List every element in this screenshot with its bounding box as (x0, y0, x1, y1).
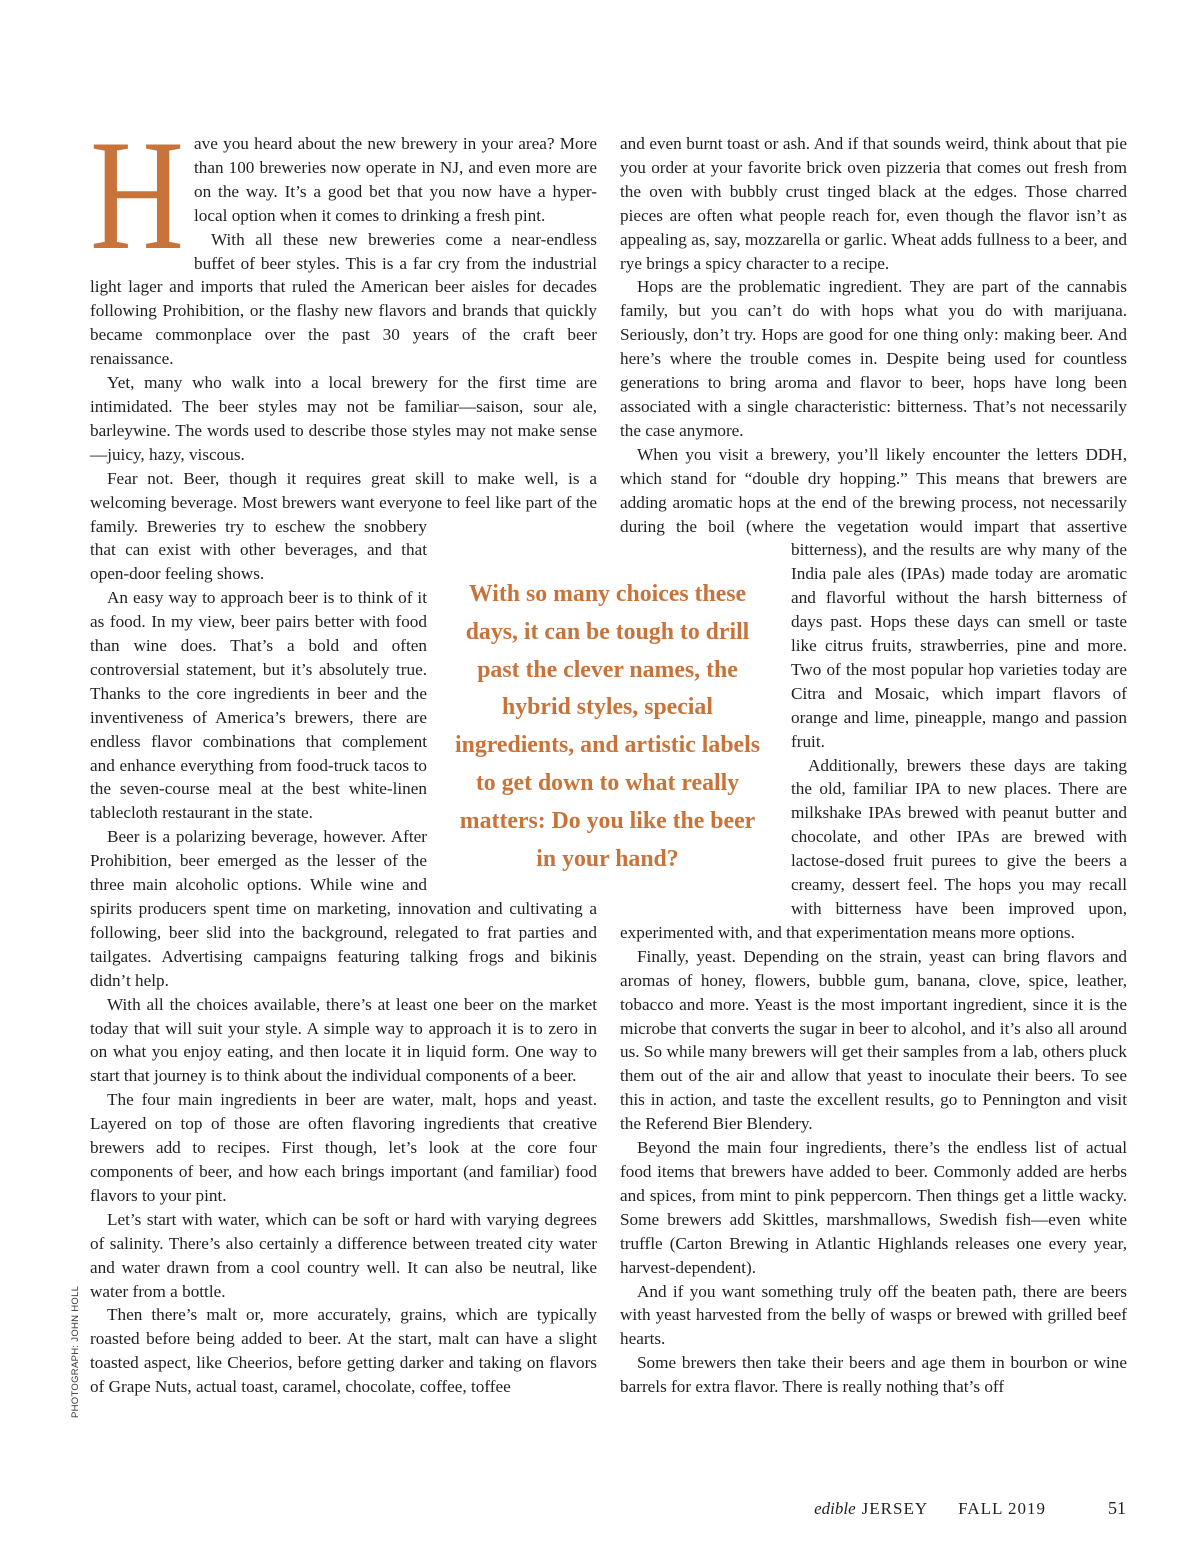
issue-label: FALL 2019 (958, 1499, 1046, 1518)
paragraph: With all these new breweries come a near-endless buffet of beer styles. This is a far cry from the industrial light lager and imports that ruled the American beer aisles for decades following Prohibition, or the flashy new flavors and brands that quickly became commonplace over the past 30 years of the craft beer renaissance. (90, 229, 597, 369)
paragraph: Let’s start with water, which can be soft or hard with varying degrees of salinity. There’s also certainly a difference between treated city water and water drawn from a cool country well. It can also be neutral, like water from a bottle. (90, 1209, 597, 1301)
paragraph: Finally, yeast. Depending on the strain, yeast can bring flavors and aromas of honey, flowers, bubble gum, banana, clove, spice, leather, tobacco and more. Yeast is the most important ingredient, since it is the microbe that converts the sugar in beer to alcohol, and it’s also all around us. So while many brewers will get their samples from a lab, others pluck them out of the air and allow that yeast to inoculate their beers. To see this in action, and taste the excellent results, go to Pennington and visit the Referend Bier Blendery. (620, 946, 1127, 1134)
paragraph: An easy way to approach beer is to think of it as food. In my view, beer pairs better with food than wine does. That’s a bold and often controversial statement, but it’s absolutely true. Thanks to the core ingredients in beer and the inventiveness of America’s brewers, there are endless flavor combinations that complement and enhance everything from food-truck tacos to the seven-course meal at the best white-linen tablecloth restaurant in the state. (90, 588, 427, 823)
paragraph: ave you heard about the new brewery in your area? More than 100 breweries now operate in NJ, and even more are on the way. It’s a good bet that you now have a hyper-local option when it comes to drinking a fresh pint. (194, 134, 597, 225)
paragraph: The four main ingredients in beer are water, malt, hops and yeast. Layered on top of those are often flavoring ingredients that creative brewers add to recipes. First though, let’s look at the core four components of beer, and how each brings important (and familiar) food flavors to your pint. (90, 1090, 597, 1205)
pull-quote: With so many choices these days, it can be tough to drill past the clever names, the hybrid styles, special ingredients, and artistic labels to get down to what really matters: Do you like the beer in your hand? (455, 581, 760, 872)
paragraph: Hops are the problematic ingredient. They are part of the cannabis family, but you can’t do with hops what you do with marijuana. Seriously, don’t try. Hops are good for one thing only: making beer. And here’s where the trouble comes in. Despite being used for countless generations to bring aroma and flavor to beer, hops have long been associated with a single characteristic: bitterness. That’s not necessarily the case anymore. (620, 277, 1127, 440)
paragraph: Fear not. Beer, though it requires great skill to make well, is a welcoming beverage. Most brewers want everyone to feel like part of the family. Breweries try to eschew the snobbery that can exist with other beverages, and that open-door feeling shows. (90, 468, 597, 584)
paragraph: Additionally, brewers these days are taking the old, familiar IPA to new places. There are milkshake IPAs brewed with peanut butter and chocolate, and other IPAs are brewed with lactose-dosed fruit purees to give the beers a creamy, dessert feel. The hops you may recall with bitterness have been improved upon, experimented with, and that experimentation means more options. (620, 755, 1127, 942)
page-number: 51 (1108, 1498, 1126, 1518)
magazine-name-edible: edible (814, 1499, 856, 1518)
page-footer (814, 1498, 1126, 1519)
paragraph: With all the choices available, there’s at least one beer on the market today that will suit your style. A simple way to approach it is to zero in on what you enjoy eating, and then locate it in liquid form. One way to start that journey is to think about the individual components of a beer. (90, 994, 597, 1086)
magazine-name-jersey: JERSEY (861, 1499, 929, 1518)
paragraph: When you visit a brewery, you’ll likely encounter the letters DDH, which stand for “double dry hopping.” This means that brewers are adding aromatic hops at the end of the brewing process, not necessarily during the boil (where the vegetation would impart that assertive bitterness), and the results are why many of the India pale ales (IPAs) made today are aromatic and flavorful without the harsh bitterness of days past. Hops these days can smell or taste like citrus fruits, strawberries, pine and more. Two of the most popular hop varieties today are Citra and Mosaic, which impart flavors of orange and lime, pineapple, mango and passion fruit. (620, 444, 1127, 751)
photo-credit: PHOTOGRAPH: JOHN HOLL (70, 1285, 81, 1418)
drop-cap-letter: H (90, 108, 184, 283)
paragraph: Some brewers then take their beers and age them in bourbon or wine barrels for extra flavor. There is really nothing that’s off (620, 1353, 1127, 1397)
drop-cap (90, 108, 186, 283)
paragraph: Then there’s malt or, more accurately, grains, which are typically roasted before being added to beer. At the start, malt can have a slight toasted aspect, like Cheerios, before getting darker and taking on flavors of Grape Nuts, actual toast, caramel, chocolate, coffee, toffee (90, 1305, 597, 1397)
paragraph: Beyond the main four ingredients, there’s the endless list of actual food items that brewers have added to beer. Commonly added are herbs and spices, from mint to pink peppercorn. Then things get a little wacky. Some brewers add Skittles, marshmallows, Swedish fish—even white truffle (Carton Brewing in Atlantic Highlands releases one every year, harvest-dependent). (620, 1138, 1127, 1277)
paragraph: Beer is a polarizing beverage, however. After Prohibition, beer emerged as the lesser of the three main alcoholic options. While wine and spirits producers spent time on marketing, innovation and cultivating a following, beer slid into the background, relegated to frat parties and tailgates. Advertising campaigns featuring talking frogs and bikinis didn’t help. (90, 827, 597, 990)
paragraph: Yet, many who walk into a local brewery for the first time are intimidated. The beer styles may not be familiar—saison, sour ale, barleywine. The words used to describe those styles may not make sense—juicy, hazy, viscous. (90, 373, 597, 464)
paragraph: And if you want something truly off the beaten path, there are beers with yeast harvested from the belly of wasps or brewed with grilled beef hearts. (620, 1281, 1127, 1349)
paragraph: and even burnt toast or ash. And if that sounds weird, think about that pie you order at your favorite brick oven pizzeria that comes out fresh from the oven with bubbly crust tinged black at the edges. Those charred pieces are often what people reach for, even though the flavor isn’t as appealing as, say, mozzarella or garlic. Wheat adds fullness to a beer, and rye brings a spicy character to a recipe. (620, 134, 1127, 273)
